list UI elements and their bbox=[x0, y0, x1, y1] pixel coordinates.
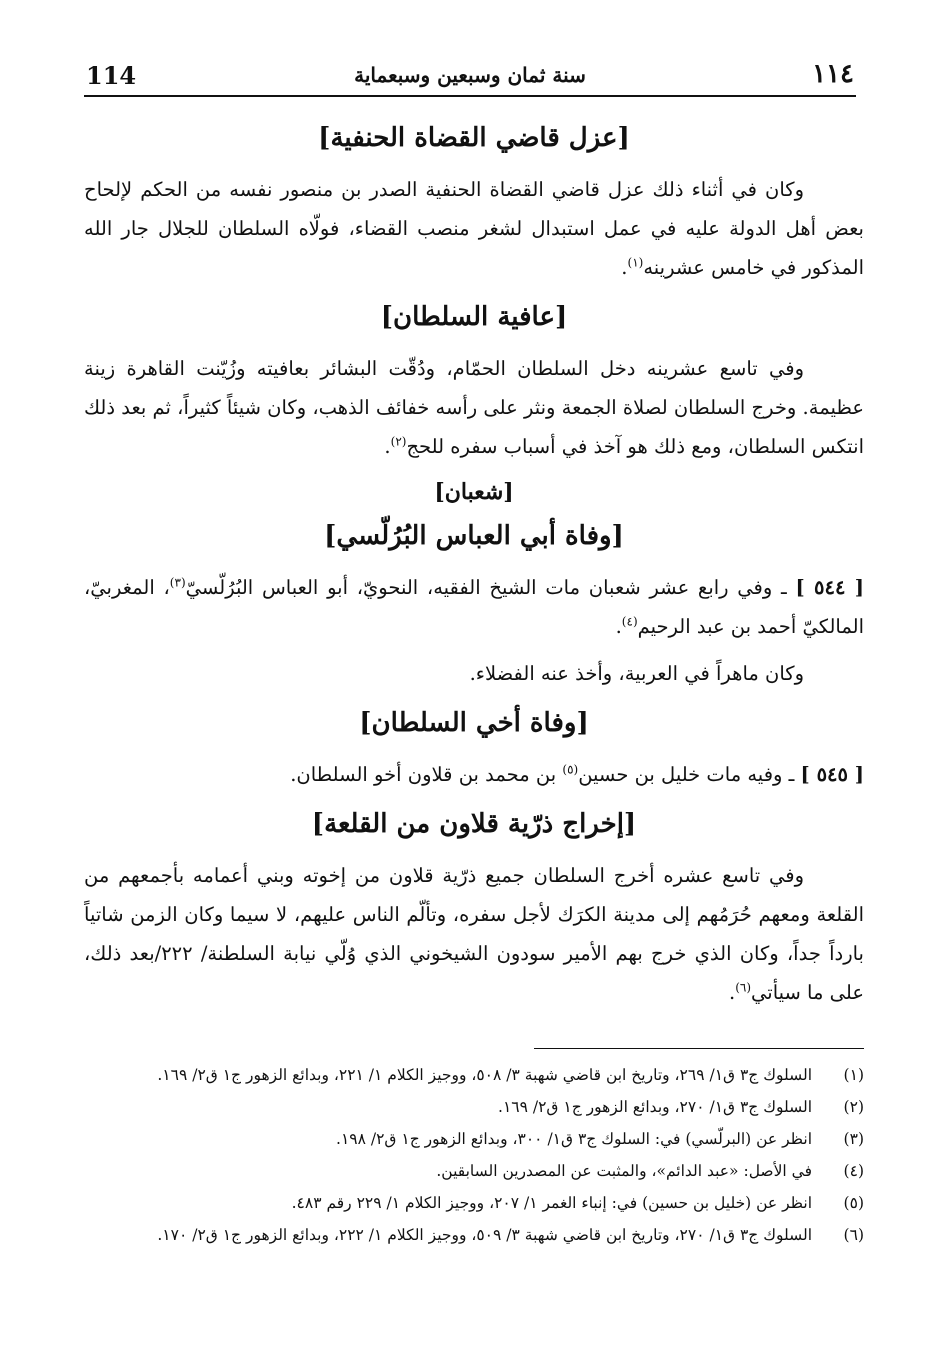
footnote-item bbox=[92, 1124, 864, 1154]
footnote-number: (٣) bbox=[843, 1130, 864, 1148]
entry-number: [ ٥٤٤ ] bbox=[795, 576, 864, 599]
paragraph-text: وكان في أثناء ذلك عزل قاضي القضاة الحنفية الصدر بن منصور نفسه من الحكم لإلحاح بعض أهل الدولة عليه في عمل استبدال لشغر منصب القضاء، فولّاه السلطان للجلال جار الله المذكور في خامس عشرينه bbox=[84, 178, 864, 279]
page-number-arabic: ١١٤ bbox=[812, 59, 854, 89]
footnote-ref: (١) bbox=[627, 255, 644, 270]
footnote-number: (٢) bbox=[843, 1098, 864, 1116]
paragraph-sultan-recovery bbox=[84, 349, 864, 466]
paragraph-tail: . bbox=[384, 435, 391, 458]
running-title: سنة ثمان وسبعين وسبعماية bbox=[354, 63, 586, 87]
footnotes bbox=[92, 1060, 864, 1252]
footnote-number: (٥) bbox=[843, 1194, 864, 1212]
paragraph-tail: . bbox=[621, 256, 628, 279]
month-heading: [شعبان] bbox=[434, 479, 514, 505]
footnote-number: (٤) bbox=[843, 1162, 864, 1180]
section-heading-sultan-recovery: [عافية السلطان] bbox=[380, 302, 568, 332]
paragraph-judge-dismissal bbox=[84, 170, 864, 287]
footnote-item bbox=[92, 1188, 864, 1218]
footnote-ref: (٣) bbox=[169, 575, 186, 590]
footnote-ref: (٦) bbox=[735, 980, 752, 995]
section-heading-sultan-brother-death: [وفاة أخي السلطان] bbox=[359, 708, 589, 738]
footnote-text: انظر عن (خليل بن حسين) في: إنباء الغمر ١/ ٢٠٧، ووجيز الكلام ١/ ٢٢٩ رقم ٤٨٣. bbox=[291, 1194, 812, 1212]
footnote-item bbox=[92, 1092, 864, 1122]
paragraph-qalawun-expulsion bbox=[84, 856, 864, 1012]
footnote-ref: (٥) bbox=[562, 762, 579, 777]
footnote-text: السلوك ج٣ ق١/ ٢٦٩، وتاريخ ابن قاضي شهبة ٣/ ٥٠٨، ووجيز الكلام ١/ ٢٢١، وبدائع الزهور ج١ ق٢/ ١٦٩. bbox=[157, 1066, 812, 1084]
entry-tail: . bbox=[615, 615, 622, 638]
footnote-ref: (٢) bbox=[390, 434, 407, 449]
paragraph-tail: . bbox=[728, 981, 736, 1004]
paragraph-text: وفي تاسع عشرينه دخل السلطان الحمّام، ودُقّت البشائر بعافيته وزُيّنت القاهرة زينة عظيمة. وخرج السلطان لصلاة الجمعة ونثر على رأسه خفائف الذهب، وكان شيئاً كثيراً، ثم بعد ذلك انتكس السلطان، ومع ذلك هو آخذ في أسباب سفره للحج bbox=[84, 357, 864, 458]
entry-544 bbox=[84, 568, 864, 646]
footnote-item bbox=[92, 1220, 864, 1250]
paragraph-text: وفي تاسع عشره أخرج السلطان جميع ذرّية قلاون من إخوته وبني أعمامه بأجمعهم من القلعة ومعهم حُرَمُهم إلى مدينة الكرَك لأجل سفره، وتألّم الناس عليهم، لا سيما وكان الزمن شاتياً بارداً جداً، وكان الذي خرج بهم الأمير سودون الشيخوني الذي وُلّي نيابة السلطنة/ ٢٢٢/بعد ذلك، على ما سيأتي bbox=[84, 864, 864, 1004]
entry-text: ـ وفي رابع عشر شعبان مات الشيخ الفقيه، النحويّ، أبو العباس البُرُلّسيّ bbox=[185, 576, 787, 599]
footnote-number: (٦) bbox=[843, 1226, 864, 1244]
entry-text: ، المغربيّ، المالكيّ أحمد بن عبد الرحيم bbox=[84, 576, 864, 638]
section-heading-judge-dismissal: [عزل قاضي القضاة الحنفية] bbox=[318, 123, 630, 153]
section-heading-qalawun-expulsion: [إخراج ذرّية قلاون من القلعة] bbox=[311, 809, 637, 839]
entry-number: [ ٥٤٥ ] bbox=[800, 763, 864, 786]
footnote-number: (١) bbox=[843, 1066, 864, 1084]
footnote-item bbox=[92, 1060, 864, 1090]
entry-text: ـ وفيه مات خليل بن حسين bbox=[578, 763, 795, 786]
entry-545 bbox=[84, 755, 864, 794]
entry-text: بن محمد بن قلاون أخو السلطان. bbox=[290, 763, 563, 786]
footnote-ref: (٤) bbox=[621, 614, 638, 629]
footnote-text: السلوك ج٣ ق١/ ٢٧٠، وبدائع الزهور ج١ ق٢/ ١٦٩. bbox=[498, 1098, 812, 1116]
section-heading-burullusi-death: [وفاة أبي العباس البُرُلّسي] bbox=[324, 521, 624, 551]
footnote-text: انظر عن (البرلّسي) في: السلوك ج٣ ق١/ ٣٠٠، وبدائع الزهور ج١ ق٢/ ١٩٨. bbox=[336, 1130, 812, 1148]
footnote-divider bbox=[534, 1048, 864, 1049]
footnote-text: السلوك ج٣ ق١/ ٢٧٠، وتاريخ ابن قاضي شهبة ٣/ ٥٠٩، ووجيز الكلام ١/ ٢٢٢، وبدائع الزهور ج١ ق٢/ ١٧٠. bbox=[157, 1226, 812, 1244]
footnote-text: في الأصل: «عبد الدائم»، والمثبت عن المصدرين السابقين. bbox=[436, 1162, 812, 1180]
paragraph-burullusi-skill: وكان ماهراً في العربية، وأخذ عنه الفضلاء. bbox=[469, 662, 804, 685]
page-header bbox=[84, 55, 856, 97]
page-number-latin: 114 bbox=[86, 61, 137, 90]
footnote-item bbox=[92, 1156, 864, 1186]
main-text bbox=[84, 112, 864, 1020]
